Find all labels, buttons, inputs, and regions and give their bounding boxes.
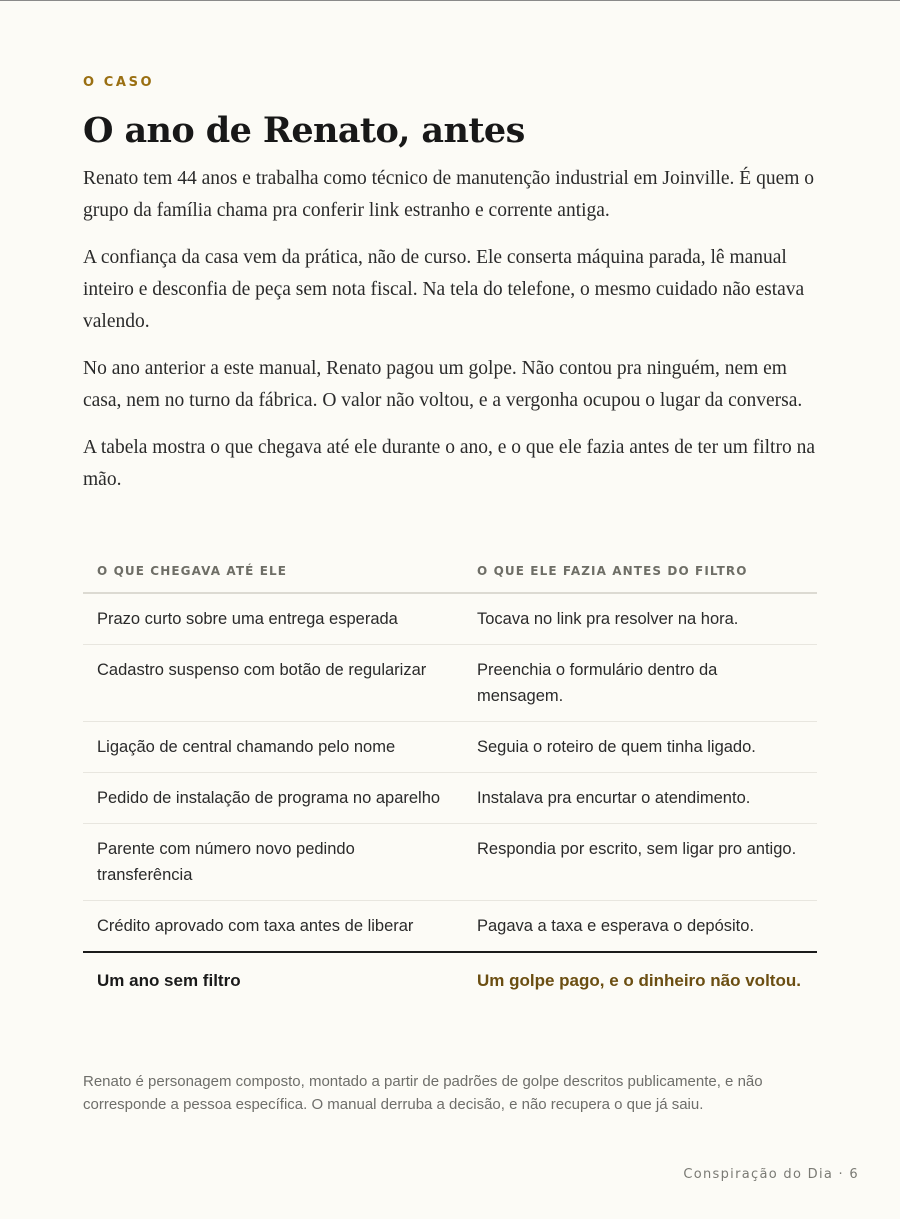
- table-row: [83, 901, 817, 953]
- total-label: Um ano sem filtro: [97, 971, 241, 990]
- table-cell: Ligação de central chamando pelo nome: [83, 722, 463, 773]
- table-row: [83, 824, 817, 901]
- body-text: [83, 163, 817, 511]
- table-header-row: [83, 549, 817, 593]
- table-cell: Preenchia o formulário dentro da mensagem.: [463, 645, 817, 722]
- table-row: [83, 773, 817, 824]
- table-cell: Crédito aprovado com taxa antes de liberar: [83, 901, 463, 953]
- table-cell: Prazo curto sobre uma entrega esperada: [83, 593, 463, 645]
- table-cell: Pedido de instalação de programa no aparelho: [83, 773, 463, 824]
- table-cell: Cadastro suspenso com botão de regularizar: [83, 645, 463, 722]
- column-header-action: O QUE ELE FAZIA ANTES DO FILTRO: [463, 549, 817, 593]
- cases-table: [83, 549, 817, 1006]
- column-header-received: O QUE CHEGAVA ATÉ ELE: [83, 549, 463, 593]
- table-cell: Parente com número novo pedindo transferência: [83, 824, 463, 901]
- section-kicker: O CASO: [83, 75, 155, 90]
- table-cell: Tocava no link pra resolver na hora.: [463, 593, 817, 645]
- table-cell: Respondia por escrito, sem ligar pro antigo.: [463, 824, 817, 901]
- table-row: [83, 645, 817, 722]
- table-row: [83, 593, 817, 645]
- paragraph: A confiança da casa vem da prática, não de curso. Ele conserta máquina parada, lê manual inteiro e desconfia de peça sem nota fiscal. Na tela do telefone, o mesmo cuidado não estava valendo.: [83, 247, 805, 332]
- table-cell: Pagava a taxa e esperava o depósito.: [463, 901, 817, 953]
- page-folio: Conspiração do Dia · 6: [683, 1167, 859, 1182]
- page-title: O ano de Renato, antes: [83, 110, 525, 151]
- footnote: Renato é personagem composto, montado a partir de padrões de golpe descritos publicamente, e não corresponde a pessoa específica. O manual derruba a decisão, e não recupera o que já saiu.: [83, 1073, 763, 1113]
- paragraph: Renato tem 44 anos e trabalha como técnico de manutenção industrial em Joinville. É quem o grupo da família chama pra conferir link estranho e corrente antiga.: [83, 168, 815, 221]
- table-cell: Seguia o roteiro de quem tinha ligado.: [463, 722, 817, 773]
- table-row: [83, 722, 817, 773]
- table-cell: Instalava pra encurtar o atendimento.: [463, 773, 817, 824]
- paragraph: A tabela mostra o que chegava até ele durante o ano, e o que ele fazia antes de ter um filtro na mão.: [83, 437, 816, 490]
- table-total-row: [83, 952, 817, 1006]
- total-result: Um golpe pago, e o dinheiro não voltou.: [477, 971, 801, 990]
- paragraph: No ano anterior a este manual, Renato pagou um golpe. Não contou pra ninguém, nem em casa, nem no turno da fábrica. O valor não voltou, e a vergonha ocupou o lugar da conversa.: [83, 358, 803, 411]
